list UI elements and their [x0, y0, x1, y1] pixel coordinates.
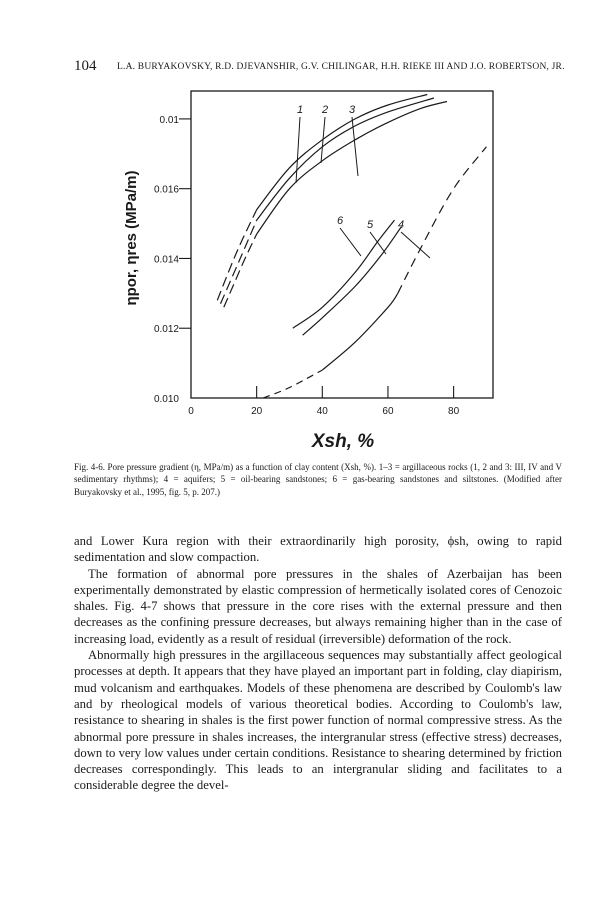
curve-4-leader — [401, 232, 430, 258]
figure-caption: Fig. 4-6. Pore pressure gradient (η, MPa/m) as a function of clay content (Xsh, %). 1–3 = argillaceous rocks (1, 2 and 3: III, IV and V sedimentary rhythms); 4 = aquifers; 5 = oil-bearing sandstones; 6 = gas-bearing sandstones and siltstones. (Modified after Buryakovsky et al., 1995, fig. 5, p. 207.) — [74, 462, 562, 497]
plot-frame — [191, 91, 493, 398]
curve-1-leader — [296, 117, 300, 183]
x-tick-label: 20 — [251, 406, 263, 417]
x-tick-label: 80 — [448, 406, 460, 417]
paragraph: The formation of abnormal pore pressures in the shales of Azerbaijan has been experimentally demonstrated by elastic compression of hermetically isolated cores of Cenozoic shales. Fig. 4-7 shows that pressure in the core rises with the external pressure and then decreases as the confining pressure decreases, but always remaining higher than in the case of increasing load, evidently as a result of residual (irreversible) deformation of the rock. — [74, 566, 562, 646]
y-tick-label: 0.010 — [153, 394, 179, 405]
curve-2-label: 2 — [321, 104, 329, 116]
y-axis — [154, 115, 191, 405]
curve-1-label: 1 — [296, 104, 304, 116]
curve-6-leader — [340, 228, 361, 256]
page-number: 104 — [74, 58, 97, 74]
curve-3-label: 3 — [348, 104, 356, 116]
curve-1 — [257, 95, 428, 210]
x-tick-label: 0 — [188, 406, 194, 417]
x-axis-label: Xsh, % — [311, 431, 375, 452]
y-tick-label: 0.016 — [153, 184, 179, 196]
curve-6 — [293, 220, 395, 328]
curve-4-dashed-low — [263, 370, 322, 398]
curve-4 — [322, 293, 398, 370]
x-axis — [188, 386, 459, 417]
curve-2 — [257, 98, 434, 220]
x-tick-label: 60 — [382, 406, 394, 417]
y-tick-label: 0.01 — [159, 114, 179, 126]
curve-4-label: 4 — [397, 219, 405, 231]
curve-4-dashed-high — [398, 147, 487, 293]
curve-2-dashed — [221, 220, 257, 304]
paragraph: and Lower Kura region with their extraordinarily high porosity, ϕsh, owing to rapid sedimentation and slow compaction. — [74, 534, 562, 565]
curve-5-label: 5 — [366, 219, 374, 231]
curve-1-dashed — [217, 210, 256, 301]
curve-3 — [257, 102, 447, 235]
paragraph: Abnormally high pressures in the argillaceous sequences may substantially affect geological processes at depth. It appears that they have played an important part in folding, clay diapirism, mud volcanism and earthquakes. Models of these phenomena are described by Coulomb's law and by rheological models of various theoretical bodies. According to Coulomb's law, resistance to shearing in shales is the first power function of normal compressive stress. As the abnormal pore pressure in shales increases, the intergranular stress (effective stress) decreases, down to very low values under certain conditions. Resistance to shearing determined by friction decreases correspondingly. This leads to an intergranular sliding and facilitates to a considerable degree the devel- — [74, 648, 562, 793]
curve-5-leader — [370, 232, 386, 254]
x-tick-label: 40 — [316, 406, 328, 417]
body-text — [74, 533, 562, 794]
running-head: L.A. BURYAKOVSKY, R.D. DJEVANSHIR, G.V. CHILINGAR, H.H. RIEKE III AND J.O. ROBERTSON, JR. — [117, 62, 565, 72]
y-tick-label: 0.012 — [153, 324, 179, 336]
curve-6-label: 6 — [336, 215, 344, 227]
curves-group — [217, 95, 486, 399]
y-axis-label: ηpor, ηres (MPa/m) — [123, 170, 140, 306]
y-tick-label: 0.014 — [153, 254, 179, 266]
